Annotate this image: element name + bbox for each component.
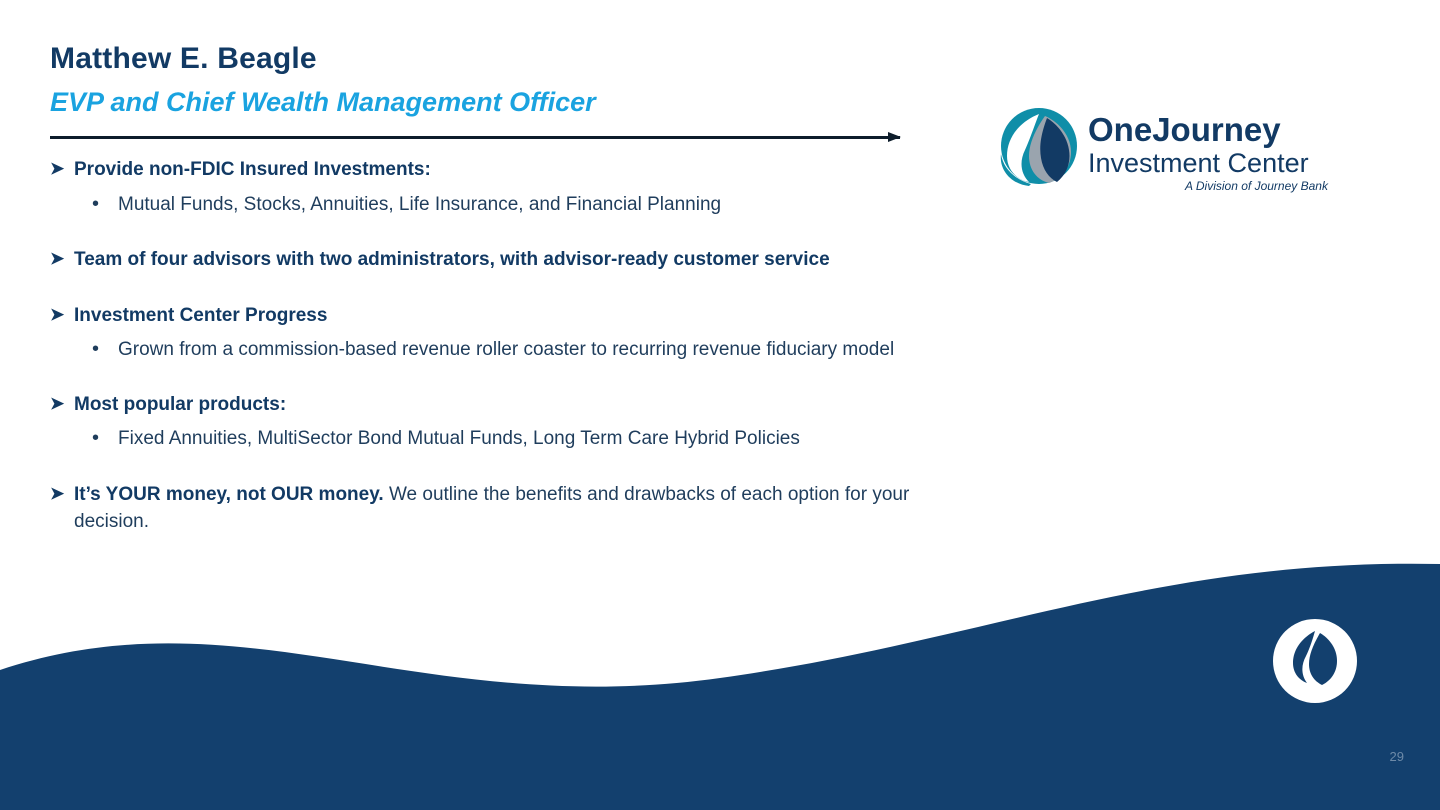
logo-word-journey: Journey (1152, 111, 1281, 148)
bullet-level2-text: Mutual Funds, Stocks, Annuities, Life Insurance, and Financial Planning (118, 193, 722, 215)
closing-bold-text: It’s YOUR money, not OUR money. (74, 483, 384, 505)
onejourney-investment-center-logo (995, 108, 1340, 198)
title-divider-arrow (50, 136, 900, 139)
dot-bullet-icon: • (92, 427, 100, 450)
bullet-level1 (50, 302, 950, 330)
bullet-level2 (50, 425, 950, 453)
arrow-bullet-icon: ➤ (50, 304, 65, 324)
page-number: 29 (1389, 749, 1404, 764)
bullet-level1 (50, 246, 950, 274)
bullet-level2-text: Fixed Annuities, MultiSector Bond Mutual Funds, Long Term Care Hybrid Policies (118, 428, 800, 450)
logo-word-one: OneJourney (1088, 111, 1281, 148)
arrow-bullet-icon: ➤ (50, 249, 65, 269)
page-title: Matthew E. Beagle (50, 42, 317, 75)
arrow-bullet-icon: ➤ (50, 159, 65, 178)
closing-normal-text: We outline the benefits and drawbacks of each option for your decision. (74, 483, 910, 533)
bullet-level1 (50, 156, 950, 184)
bullet-level1-text: Team of four advisors with two administrators, with advisor-ready customer service (74, 249, 830, 271)
bullet-level2-text: Grown from a commission-based revenue roller coaster to recurring revenue fiduciary model (118, 339, 895, 361)
footer-wave (0, 550, 1440, 810)
bullet-level2 (50, 191, 950, 219)
logo-tagline: A Division of Journey Bank (1185, 179, 1328, 193)
logo-graphic (995, 108, 1340, 203)
bullet-level2 (50, 336, 950, 364)
bullet-closing (50, 481, 950, 536)
bullet-level1 (50, 391, 950, 419)
bullet-level1-text: Most popular products: (74, 393, 287, 415)
arrow-bullet-icon: ➤ (50, 483, 65, 503)
logo-line2: Investment Center (1088, 148, 1309, 178)
bullet-level1-text: Investment Center Progress (74, 304, 328, 326)
dot-bullet-icon: • (92, 338, 100, 361)
bullet-list (50, 156, 950, 536)
page-subtitle: EVP and Chief Wealth Management Officer (50, 87, 596, 117)
journey-bank-mark-icon (1273, 619, 1357, 703)
arrow-bullet-icon: ➤ (50, 393, 65, 413)
bullet-level1-text: Provide non-FDIC Insured Investments: (74, 159, 431, 180)
dot-bullet-icon: • (92, 192, 100, 215)
